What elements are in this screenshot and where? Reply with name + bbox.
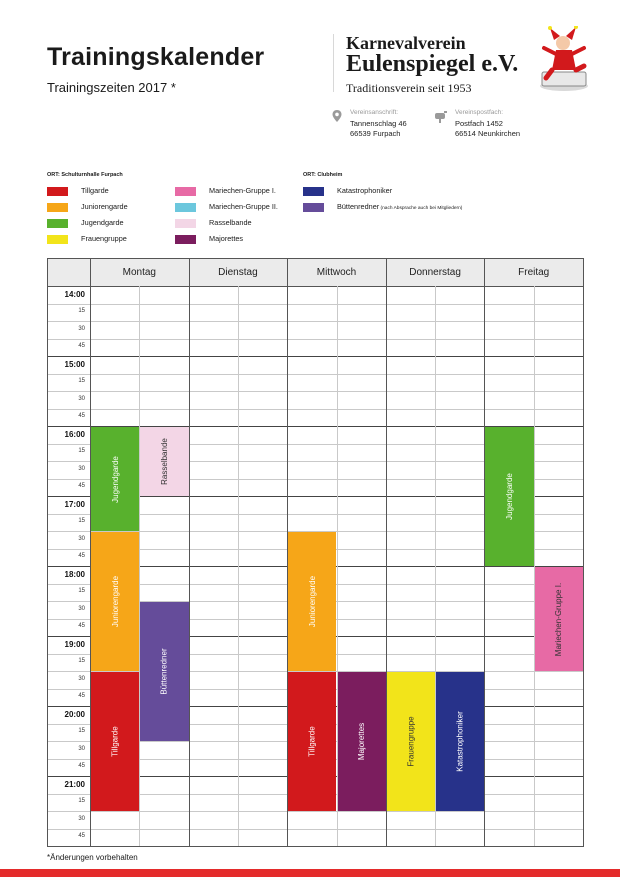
minute-label: 30 [78, 675, 85, 682]
slot-rule [48, 811, 583, 812]
minute-label: 30 [78, 745, 85, 752]
session-label: Mariechen-Gruppe I. [554, 582, 564, 656]
session-label: Rasselbande [159, 438, 169, 485]
session-label: Majorettes [357, 722, 367, 761]
hour-label: 20:00 [64, 709, 85, 719]
minute-label: 45 [78, 553, 85, 560]
day-header: Montag [90, 259, 189, 286]
legend-label: Frauengruppe [81, 234, 127, 243]
session-block [436, 672, 484, 811]
day-header: Mittwoch [287, 259, 386, 286]
mail-label: Vereinspostfach: [455, 109, 504, 116]
day-header: Freitag [484, 259, 583, 286]
session-block [288, 672, 336, 811]
minute-label: 15 [78, 448, 85, 455]
footer-bar [0, 869, 620, 877]
legend-label: Jugendgarde [81, 218, 124, 227]
time-column [48, 259, 90, 286]
hour-label: 19:00 [64, 639, 85, 649]
minute-label: 30 [78, 815, 85, 822]
day-header: Donnerstag [386, 259, 485, 286]
session-label: Tillgarde [307, 726, 317, 757]
legend-label: Rasselbande [209, 218, 252, 227]
legend-label: Mariechen-Gruppe II. [209, 202, 278, 211]
session-block [91, 672, 139, 811]
mail-postbox: Postfach 1452 [455, 119, 503, 128]
minute-label: 15 [78, 798, 85, 805]
legend-swatch [175, 235, 196, 244]
minute-label: 45 [78, 763, 85, 770]
minute-label: 45 [78, 833, 85, 840]
jester-logo-icon [536, 26, 592, 92]
calendar-grid [47, 258, 584, 847]
session-label: Juniorengarde [307, 575, 317, 628]
legend-swatch [47, 235, 68, 244]
hour-label: 14:00 [64, 289, 85, 299]
session-label: Jugendgarde [505, 473, 515, 520]
session-block [535, 567, 583, 671]
legend-swatch [175, 219, 196, 228]
session-block [288, 532, 336, 671]
session-block [387, 672, 435, 811]
session-label: Jugendgarde [110, 455, 120, 503]
header-rule [48, 286, 583, 287]
hour-label: 16:00 [64, 429, 85, 439]
slot-rule [48, 304, 583, 305]
session-label: Tillgarde [110, 726, 120, 757]
header-divider [333, 34, 334, 92]
hour-rule [48, 356, 583, 357]
minute-label: 30 [78, 605, 85, 612]
legend-location-2: ORT: Clubheim [303, 172, 343, 178]
legend-label: Tillgarde [81, 186, 109, 195]
legend-note: (nach Absprache auch bei Mitgliedern) [379, 206, 463, 211]
day-header: Dienstag [189, 259, 288, 286]
hour-label: 21:00 [64, 779, 85, 789]
session-block [91, 532, 139, 671]
legend-swatch [303, 203, 324, 212]
half-rule [238, 286, 239, 846]
minute-label: 45 [78, 693, 85, 700]
slot-rule [48, 409, 583, 410]
minute-label: 15 [78, 658, 85, 665]
location-pin-icon [330, 109, 344, 123]
legend-label: Mariechen-Gruppe I. [209, 186, 276, 195]
hour-label: 15:00 [64, 359, 85, 369]
hour-label: 17:00 [64, 499, 85, 509]
address-label: Vereinsanschrift: [350, 109, 399, 116]
legend-label: Büttenredner (nach Absprache auch bei Mitgliedern) [337, 202, 463, 211]
half-rule [139, 286, 140, 846]
minute-label: 15 [78, 378, 85, 385]
slot-rule [48, 374, 583, 375]
legend-swatch [47, 203, 68, 212]
page-title: Trainingskalender [47, 43, 265, 71]
address-city: 66539 Furpach [350, 129, 401, 138]
club-name-line1: Karnevalverein [346, 33, 466, 53]
legend-swatch [175, 203, 196, 212]
session-block [140, 602, 188, 741]
day-rule [189, 259, 190, 846]
minute-label: 15 [78, 518, 85, 525]
minute-label: 15 [78, 308, 85, 315]
address-street: Tannenschlag 46 [350, 119, 407, 128]
session-label: Frauengruppe [406, 716, 416, 767]
half-rule [534, 286, 535, 846]
session-label: Juniorengarde [110, 575, 120, 628]
slot-rule [48, 321, 583, 322]
hour-label: 18:00 [64, 569, 85, 579]
minute-label: 30 [78, 465, 85, 472]
legend-swatch [175, 187, 196, 196]
session-label: Büttenredner [159, 648, 169, 695]
minute-label: 15 [78, 728, 85, 735]
legend-swatch [47, 219, 68, 228]
minute-label: 30 [78, 325, 85, 332]
legend-swatch [47, 187, 68, 196]
minute-label: 45 [78, 343, 85, 350]
minute-label: 30 [78, 535, 85, 542]
legend-label: Katastrophoniker [337, 186, 393, 195]
session-label: Katastrophoniker [455, 711, 465, 772]
minute-label: 45 [78, 483, 85, 490]
legend-label: Majorettes [209, 234, 244, 243]
minute-label: 45 [78, 413, 85, 420]
legend-label: Juniorengarde [81, 202, 128, 211]
minute-label: 30 [78, 395, 85, 402]
slot-rule [48, 829, 583, 830]
session-block [338, 672, 386, 811]
mailbox-icon [434, 109, 448, 123]
legend-swatch [303, 187, 324, 196]
minute-label: 45 [78, 623, 85, 630]
minute-label: 15 [78, 588, 85, 595]
club-name-line2: Eulenspiegel e.V. [346, 51, 519, 77]
session-block [140, 427, 188, 496]
mail-city: 66514 Neunkirchen [455, 129, 521, 138]
legend-location-1: ORT: Schulturnhalle Furpach [47, 172, 123, 178]
club-tagline: Traditionsverein seit 1953 [346, 81, 472, 95]
footer-note: *Änderungen vorbehalten [47, 853, 138, 862]
slot-rule [48, 339, 583, 340]
slot-rule [48, 391, 583, 392]
page-subtitle: Trainingszeiten 2017 * [47, 80, 176, 95]
session-block [91, 427, 139, 531]
session-block [485, 427, 533, 566]
